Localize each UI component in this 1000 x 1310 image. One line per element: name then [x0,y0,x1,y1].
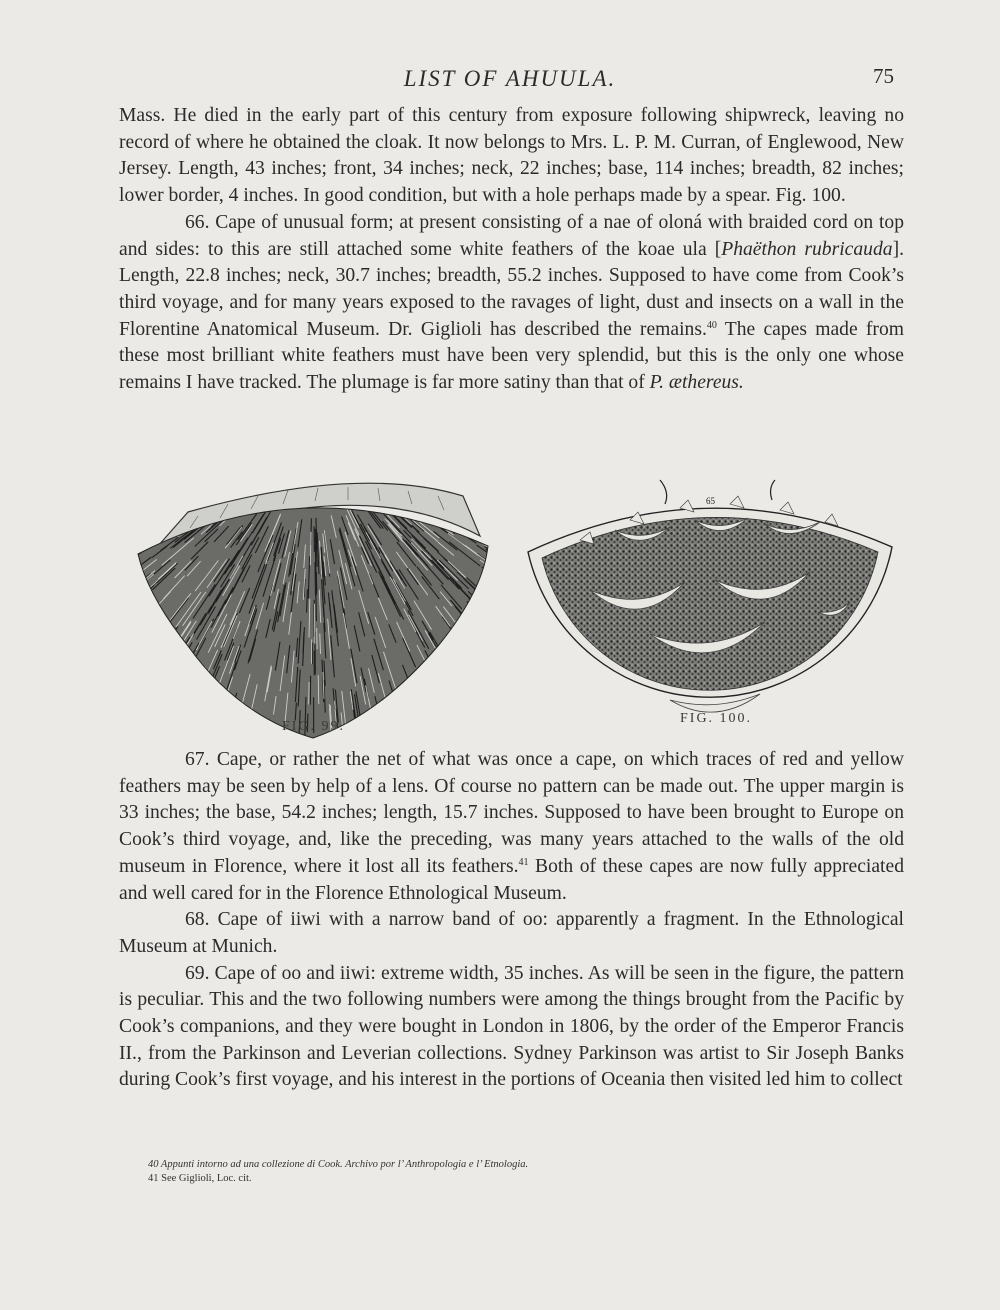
footnote-41: 41 See Giglioli, Loc. cit. [148,1173,252,1184]
running-head [120,64,900,94]
paragraph-68: 68. Cape of iiwi with a narrow band of oo: apparently a fragment. In the Ethnological Museum at Munich. [119,909,904,957]
footnotes [148,1158,908,1186]
figure-label: 65 [706,496,715,506]
paragraph-continuation: Mass. He died in the early part of this century from exposure following shipwreck, leaving no record of where he obtained the cloak. It now belongs to Mrs. L. P. M. Curran, of Englewood, New Jersey. Length, 43 inches; front, 34 inches; neck, 22 inches; base, 114 inches; breadth, 82 inches; lower border, 4 inches. In good condition, but with a hole perhaps made by a spear. Fig. 100. [119,105,904,207]
figure-99-cape-illustration [118,476,513,746]
paragraph-69: 69. Cape of oo and iiwi: extreme width, 35 inches. As will be seen in the figure, the pattern is peculiar. This and the two following numbers were among the things brought from the Pacific by Cook’s companions, and they were bought in London in 1806, by the order of the Emperor Francis II., from the Parkinson and Leverian collections. Sydney Parkinson was artist to Sir Joseph Banks during Cook’s first voyage, and his interest in the portions of Oceania then visited led him to collect [119,962,904,1091]
top-text-block [119,103,904,397]
figure-99-caption: FIG. 99. [282,719,346,734]
figure-100-cape-illustration [520,472,900,742]
bottom-text-block [119,747,904,1094]
figure-100-caption: FIG. 100. [680,711,753,726]
footnote-ref-41: 41 [518,856,529,868]
running-title: LIST OF AHUULA. [403,66,617,91]
paragraph-67: 67. Cape, or rather the net of what was once a cape, on which traces of red and yellow feathers may be seen by help of a lens. Of course no pattern can be made out. The upper margin is 33 inches; the base, 54.2 inches; length, 15.7 inches. Supposed to have been brought to Europe on Cook’s third voyage, and, like the preceding, was many years attached to the walls of the old museum in Florence, where it lost all its feathers.$^{41}$ Both of these capes are now fully appreciated and well cared for in the Florence Ethnological Museum. [119,749,904,904]
cape-pattern-drawing [520,472,900,742]
page-number: 75 [873,64,894,88]
species-name-2: P. æthereus. [649,372,744,394]
paragraph-66: 66. Cape of unusual form; at present consisting of a nae of oloná with braided cord on top and sides: to this are still attached some white feathers of the koae ula [Phaëthon rubricauda]. Length, 22.8 inches; neck, 30.7 inches; breadth, 55.2 inches. Supposed to have come from Cook’s third voyage, and for many years exposed to the ravages of light, dust and insects on a wall in the Florentine Anatomical Museum. Dr. Giglioli has described the remains.$^{40}$ The capes made from these most brilliant white feathers must have been very splendid, but this is the only one whose remains I have tracked. The plumage is far more satiny than that of P. æthereus. [119,211,904,394]
species-name: Phaëthon rubricauda [721,238,893,260]
footnote-40: 40 Appunti intorno ad una collezione di Cook. Archivo por l’ Anthropologia e l’ Etnologia. [148,1159,529,1170]
cape-feather-drawing [118,476,513,746]
footnote-ref-40: 40 [706,319,717,331]
